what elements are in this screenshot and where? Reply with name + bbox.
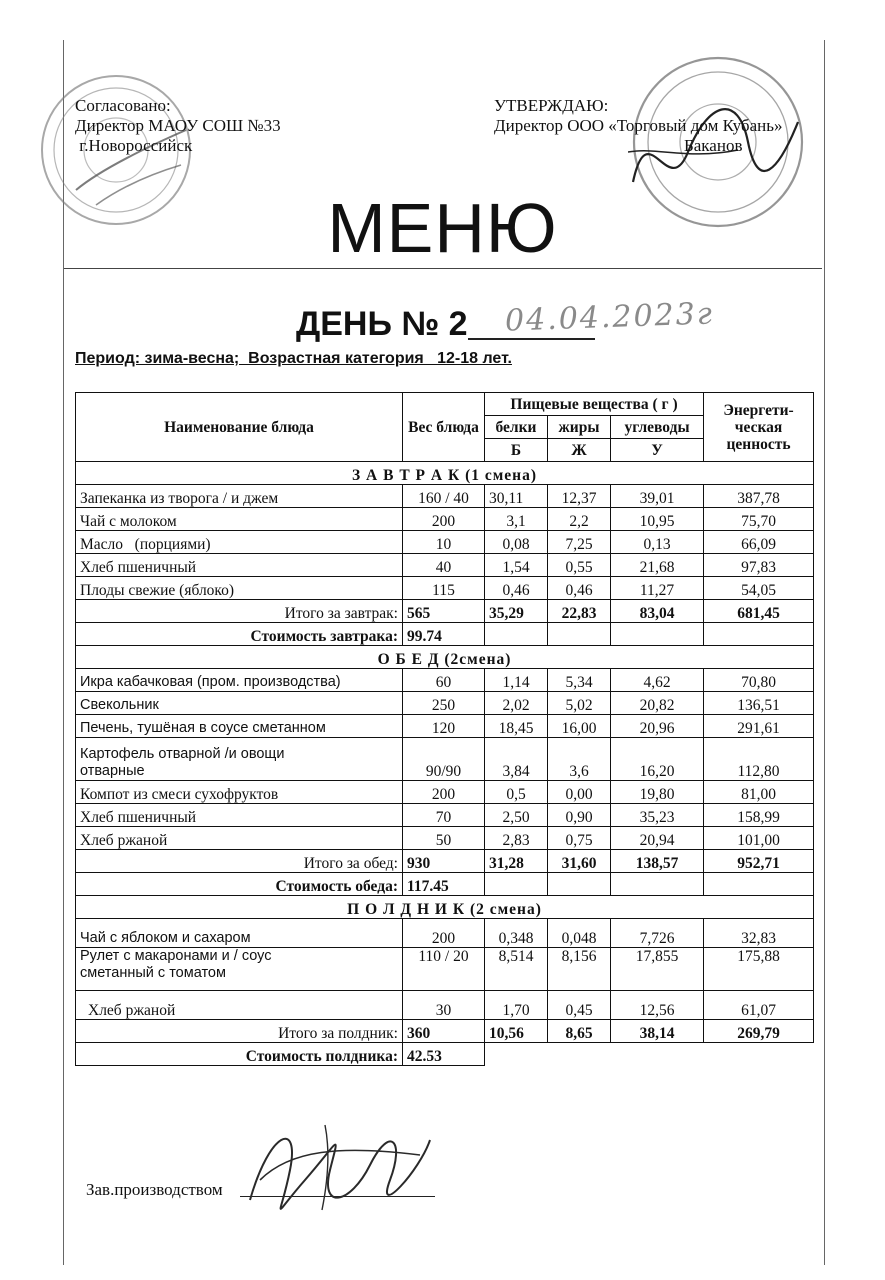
dish-energy: 112,80 [704,738,814,781]
dish-protein: 2,50 [485,804,548,827]
total-row [76,850,814,873]
dish-fat: 0,75 [548,827,611,850]
dish-weight: 90/90 [403,738,485,781]
dish-fat: 0,45 [548,991,611,1020]
approval-block-left [75,96,281,156]
dish-weight: 60 [403,669,485,692]
dish-protein: 2,02 [485,692,548,715]
total-fat: 22,83 [548,600,611,623]
dish-name: Масло (порциями) [76,531,403,554]
dish-energy: 387,78 [704,485,814,508]
dish-name: Хлеб пшеничный [76,804,403,827]
dish-protein: 1,14 [485,669,548,692]
dish-weight: 30 [403,991,485,1020]
total-carbs: 38,14 [611,1020,704,1043]
approval-left-line3: г.Новороссийск [75,136,193,155]
dish-fat: 12,37 [548,485,611,508]
header-energy: Энергети-ческая ценность [704,393,814,462]
empty-cell [548,1043,611,1066]
total-carbs: 83,04 [611,600,704,623]
total-label: Итого за обед: [76,850,403,873]
cost-label: Стоимость обеда: [76,873,403,896]
period-line: Период: зима-весна; Возрастная категория 12-18 лет. [75,350,512,367]
dish-fat: 0,048 [548,919,611,948]
dish-protein: 30,11 [485,485,548,508]
title-divider [64,268,822,269]
footer-label: Зав.производством [86,1180,223,1199]
table-row [76,781,814,804]
dish-weight: 250 [403,692,485,715]
dish-fat: 5,02 [548,692,611,715]
dish-carbs: 7,726 [611,919,704,948]
dish-carbs: 4,62 [611,669,704,692]
dish-protein: 2,83 [485,827,548,850]
table-row [76,554,814,577]
cost-value: 117.45 [403,873,485,896]
dish-protein: 1,70 [485,991,548,1020]
dish-protein: 0,348 [485,919,548,948]
total-row [76,1020,814,1043]
table-row [76,948,814,991]
dish-name: Чай с яблоком и сахаром [76,919,403,948]
total-label: Итого за полдник: [76,1020,403,1043]
dish-protein: 0,5 [485,781,548,804]
dish-name: Печень, тушёная в соусе сметанном [76,715,403,738]
cost-value: 99.74 [403,623,485,646]
table-row [76,827,814,850]
dish-carbs: 21,68 [611,554,704,577]
total-energy: 952,71 [704,850,814,873]
dish-weight: 40 [403,554,485,577]
dish-name: Хлеб ржаной [76,827,403,850]
table-row [76,692,814,715]
dish-carbs: 39,01 [611,485,704,508]
dish-energy: 158,99 [704,804,814,827]
handwritten-date: 04.04.2023г [504,296,715,339]
approval-right-line3: Баканов [684,136,743,155]
header-u: У [611,439,704,462]
dish-energy: 81,00 [704,781,814,804]
dish-fat: 8,156 [548,948,611,991]
dish-weight: 10 [403,531,485,554]
dish-carbs: 10,95 [611,508,704,531]
dish-carbs: 20,94 [611,827,704,850]
dish-fat: 3,6 [548,738,611,781]
dish-carbs: 20,96 [611,715,704,738]
total-weight: 360 [403,1020,485,1043]
approval-left-line1: Согласовано: [75,96,171,115]
cost-row [76,623,814,646]
header-protein: белки [485,416,548,439]
empty-cell [611,873,704,896]
dish-weight: 70 [403,804,485,827]
table-row [76,531,814,554]
empty-cell [704,1043,814,1066]
cost-value: 42.53 [403,1043,485,1066]
menu-table [75,392,814,1066]
total-energy: 681,45 [704,600,814,623]
empty-cell [485,873,548,896]
empty-cell [485,1043,548,1066]
dish-weight: 50 [403,827,485,850]
dish-weight: 110 / 20 [403,948,485,991]
dish-weight: 200 [403,919,485,948]
dish-name: Хлеб пшеничный [76,554,403,577]
section-title-breakfast: З А В Т Р А К (1 смена) [76,462,814,485]
dish-carbs: 19,80 [611,781,704,804]
dish-weight: 120 [403,715,485,738]
dish-energy: 136,51 [704,692,814,715]
signature-production-manager [230,1110,440,1220]
approval-right-line2: Директор ООО «Торговый дом Кубань» [494,116,783,135]
dish-protein: 3,84 [485,738,548,781]
dish-protein: 1,54 [485,554,548,577]
total-protein: 10,56 [485,1020,548,1043]
dish-weight: 115 [403,577,485,600]
dish-fat: 16,00 [548,715,611,738]
approval-block-right [494,96,782,156]
dish-name: Икра кабачковая (пром. производства) [76,669,403,692]
dish-energy: 75,70 [704,508,814,531]
dish-name: Картофель отварной /и овощи отварные [76,738,403,781]
total-row [76,600,814,623]
dish-energy: 70,80 [704,669,814,692]
dish-energy: 97,83 [704,554,814,577]
dish-energy: 66,09 [704,531,814,554]
dish-carbs: 0,13 [611,531,704,554]
empty-cell [704,873,814,896]
cost-label: Стоимость завтрака: [76,623,403,646]
dish-carbs: 35,23 [611,804,704,827]
day-label: ДЕНЬ № 2 [296,305,468,343]
total-fat: 31,60 [548,850,611,873]
dish-fat: 0,46 [548,577,611,600]
dish-fat: 5,34 [548,669,611,692]
header-weight: Вес блюда [403,393,485,462]
dish-carbs: 12,56 [611,991,704,1020]
page-title: МЕНЮ [327,189,558,267]
dish-name: Хлеб ржаной [76,991,403,1020]
table-row [76,919,814,948]
day-underline [468,338,595,340]
section-title-snack: П О Л Д Н И К (2 смена) [76,896,814,919]
dish-carbs: 17,855 [611,948,704,991]
table-row [76,485,814,508]
approval-right-line1: УТВЕРЖДАЮ: [494,96,609,115]
table-row [76,738,814,781]
dish-fat: 0,00 [548,781,611,804]
table-row [76,991,814,1020]
dish-weight: 200 [403,781,485,804]
dish-protein: 0,08 [485,531,548,554]
dish-protein: 8,514 [485,948,548,991]
cost-label: Стоимость полдника: [76,1043,403,1066]
dish-carbs: 20,82 [611,692,704,715]
empty-cell [611,1043,704,1066]
dish-fat: 7,25 [548,531,611,554]
dish-fat: 0,90 [548,804,611,827]
dish-energy: 54,05 [704,577,814,600]
header-zh: Ж [548,439,611,462]
dish-name: Запеканка из творога / и джем [76,485,403,508]
total-carbs: 138,57 [611,850,704,873]
header-carbs: углеводы [611,416,704,439]
header-fat: жиры [548,416,611,439]
dish-carbs: 11,27 [611,577,704,600]
empty-cell [548,873,611,896]
dish-energy: 61,07 [704,991,814,1020]
dish-fat: 0,55 [548,554,611,577]
dish-name: Компот из смеси сухофруктов [76,781,403,804]
dish-energy: 291,61 [704,715,814,738]
dish-fat: 2,2 [548,508,611,531]
cost-row [76,1043,814,1066]
dish-carbs: 16,20 [611,738,704,781]
empty-cell [704,623,814,646]
dish-protein: 0,46 [485,577,548,600]
table-row [76,669,814,692]
table-row [76,804,814,827]
table-row [76,508,814,531]
dish-protein: 3,1 [485,508,548,531]
empty-cell [485,623,548,646]
total-weight: 565 [403,600,485,623]
total-weight: 930 [403,850,485,873]
total-fat: 8,65 [548,1020,611,1043]
dish-name: Плоды свежие (яблоко) [76,577,403,600]
total-protein: 35,29 [485,600,548,623]
dish-energy: 175,88 [704,948,814,991]
dish-protein: 18,45 [485,715,548,738]
cost-row [76,873,814,896]
header-nutrients: Пищевые вещества ( г ) [485,393,704,416]
header-dish-name: Наименование блюда [76,393,403,462]
total-energy: 269,79 [704,1020,814,1043]
section-title-lunch: О Б Е Д (2смена) [76,646,814,669]
dish-name: Свекольник [76,692,403,715]
total-protein: 31,28 [485,850,548,873]
table-row [76,577,814,600]
total-label: Итого за завтрак: [76,600,403,623]
dish-name: Чай с молоком [76,508,403,531]
dish-name: Рулет с макаронами и / соус сметанный с томатом [76,948,403,991]
dish-weight: 200 [403,508,485,531]
dish-weight: 160 / 40 [403,485,485,508]
table-row [76,715,814,738]
dish-energy: 32,83 [704,919,814,948]
header-b: Б [485,439,548,462]
empty-cell [611,623,704,646]
dish-energy: 101,00 [704,827,814,850]
empty-cell [548,623,611,646]
approval-left-line2: Директор МАОУ СОШ №33 [75,116,281,135]
